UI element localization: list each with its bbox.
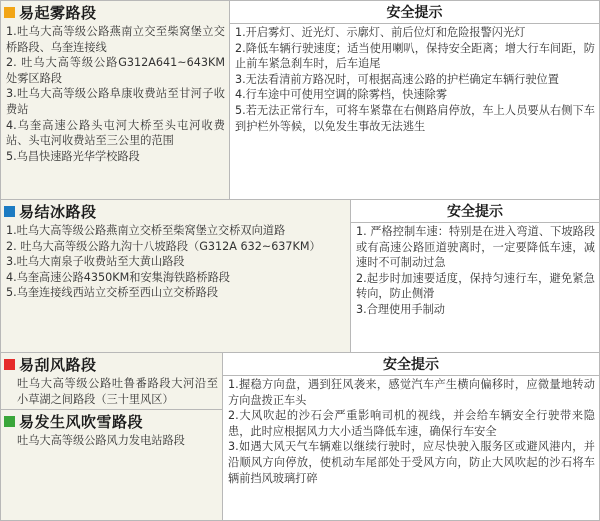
ice-tips-header: 安全提示 — [351, 200, 599, 223]
snow-title: 易发生风吹雪路段 — [19, 412, 144, 431]
list-item: 3.吐乌大高等级公路阜康收费站至甘河子收费站 — [6, 87, 225, 116]
list-item: 5.乌奎连接线西站立交桥至西山立交桥路段 — [6, 286, 219, 300]
list-item: 3.无法看清前方路况时，可根据高速公路的护栏确定车辆行驶位置 — [235, 72, 559, 86]
snow-header — [1, 410, 222, 432]
ice-road-list — [1, 222, 350, 301]
ice-section — [1, 200, 599, 353]
list-item: 4.乌奎高速公路头屯河大桥至头屯河收费站、头屯河收费站至三公里的范围 — [6, 118, 225, 148]
wind-tips-panel — [223, 353, 599, 520]
ice-title: 易结冰路段 — [19, 202, 97, 221]
wind-tips-list — [223, 376, 599, 486]
fog-section — [1, 1, 599, 200]
ice-header — [1, 200, 350, 222]
wind-road-list — [1, 375, 222, 407]
list-item: 2.大风吹起的沙石会严重影响司机的视线，并会给车辆安全行驶带来隐患，此时应根据风力大小适当降低车速，确保行车安全 — [228, 409, 595, 438]
list-item: 1.吐乌大高等级公路燕南立交桥至柴窝堡立交桥双向道路 — [6, 224, 286, 237]
wind-roads-panel — [1, 353, 223, 520]
list-item: 2.起步时加速要适度，保持匀速行车，避免紧急转向，防止侧滑 — [356, 271, 595, 301]
blue-square-icon — [4, 206, 15, 217]
list-item: 3.吐乌大南泉子收费站至大黄山路段 — [6, 255, 185, 269]
snow-subsection — [1, 409, 222, 449]
fog-header — [1, 1, 229, 23]
wind-section — [1, 353, 599, 520]
fog-tips-list — [230, 24, 599, 134]
list-item: 1.开启雾灯、近光灯、示廓灯、前后位灯和危险报警闪光灯 — [235, 26, 526, 39]
snow-road-list — [1, 432, 222, 449]
wind-tips-header: 安全提示 — [223, 353, 599, 376]
list-item: 1. 严格控制车速：特别是在进入弯道、下坡路段或有高速公路匝道驶离时，一定要降低车速，减速时不可制动过急 — [356, 225, 595, 270]
wind-header — [1, 353, 222, 375]
list-item: 2.降低车辆行驶速度；适当使用喇叭，保持安全距离；增大行车间距，防止前车紧急刹车时，后车追尾 — [235, 41, 595, 71]
ice-tips-panel — [351, 200, 599, 352]
list-item: 4.行车途中可使用空调的除雾档，快速除雾 — [235, 88, 448, 102]
list-item: 1.吐乌大高等级公路燕南立交至柴窝堡立交桥路段、乌奎连接线 — [6, 25, 225, 54]
list-item: 吐乌大高等级公路吐鲁番路段大河沿至小草湖之间路段（三十里风区） — [17, 377, 218, 406]
fog-tips-panel — [230, 1, 599, 199]
list-item: 5.若无法正常行车，可将车紧靠在右侧路肩停放，车上人员要从右侧下车到护栏外等候，以免发生事故无法逃生 — [235, 103, 595, 133]
fog-road-list — [1, 23, 229, 164]
green-square-icon — [4, 416, 15, 427]
list-item: 2. 吐乌大高等级公路九沟十八坡路段（G312A 632~637KM） — [6, 239, 321, 253]
fog-tips-header: 安全提示 — [230, 1, 599, 24]
orange-square-icon — [4, 7, 15, 18]
ice-tips-list — [351, 223, 599, 318]
list-item: 吐乌大高等级公路风力发电站路段 — [17, 434, 185, 448]
list-item: 2. 吐乌大高等级公路G312A641~643KM处雾区路段 — [6, 56, 225, 85]
list-item: 1.握稳方向盘，遇到狂风袭来，感觉汽车产生横向偏移时，应微量地转动方向盘拨正车头 — [228, 378, 595, 407]
ice-roads-panel — [1, 200, 351, 352]
fog-roads-panel — [1, 1, 230, 199]
list-item: 4.乌奎高速公路4350KM和安集海铁路桥路段 — [6, 270, 230, 284]
list-item: 3.合理使用手制动 — [356, 302, 445, 316]
red-square-icon — [4, 359, 15, 370]
wind-title: 易刮风路段 — [19, 355, 97, 374]
list-item: 3.如遇大风天气车辆难以继续行驶时，应尽快驶入服务区或避风港内，并沿顺风方向停放，使机动车尾部处于受风方向，防止大风吹起的沙石将车辆前挡风玻璃打碎 — [228, 440, 595, 485]
fog-title: 易起雾路段 — [19, 3, 97, 22]
list-item: 5.乌昌快速路光华学校路段 — [6, 149, 140, 163]
